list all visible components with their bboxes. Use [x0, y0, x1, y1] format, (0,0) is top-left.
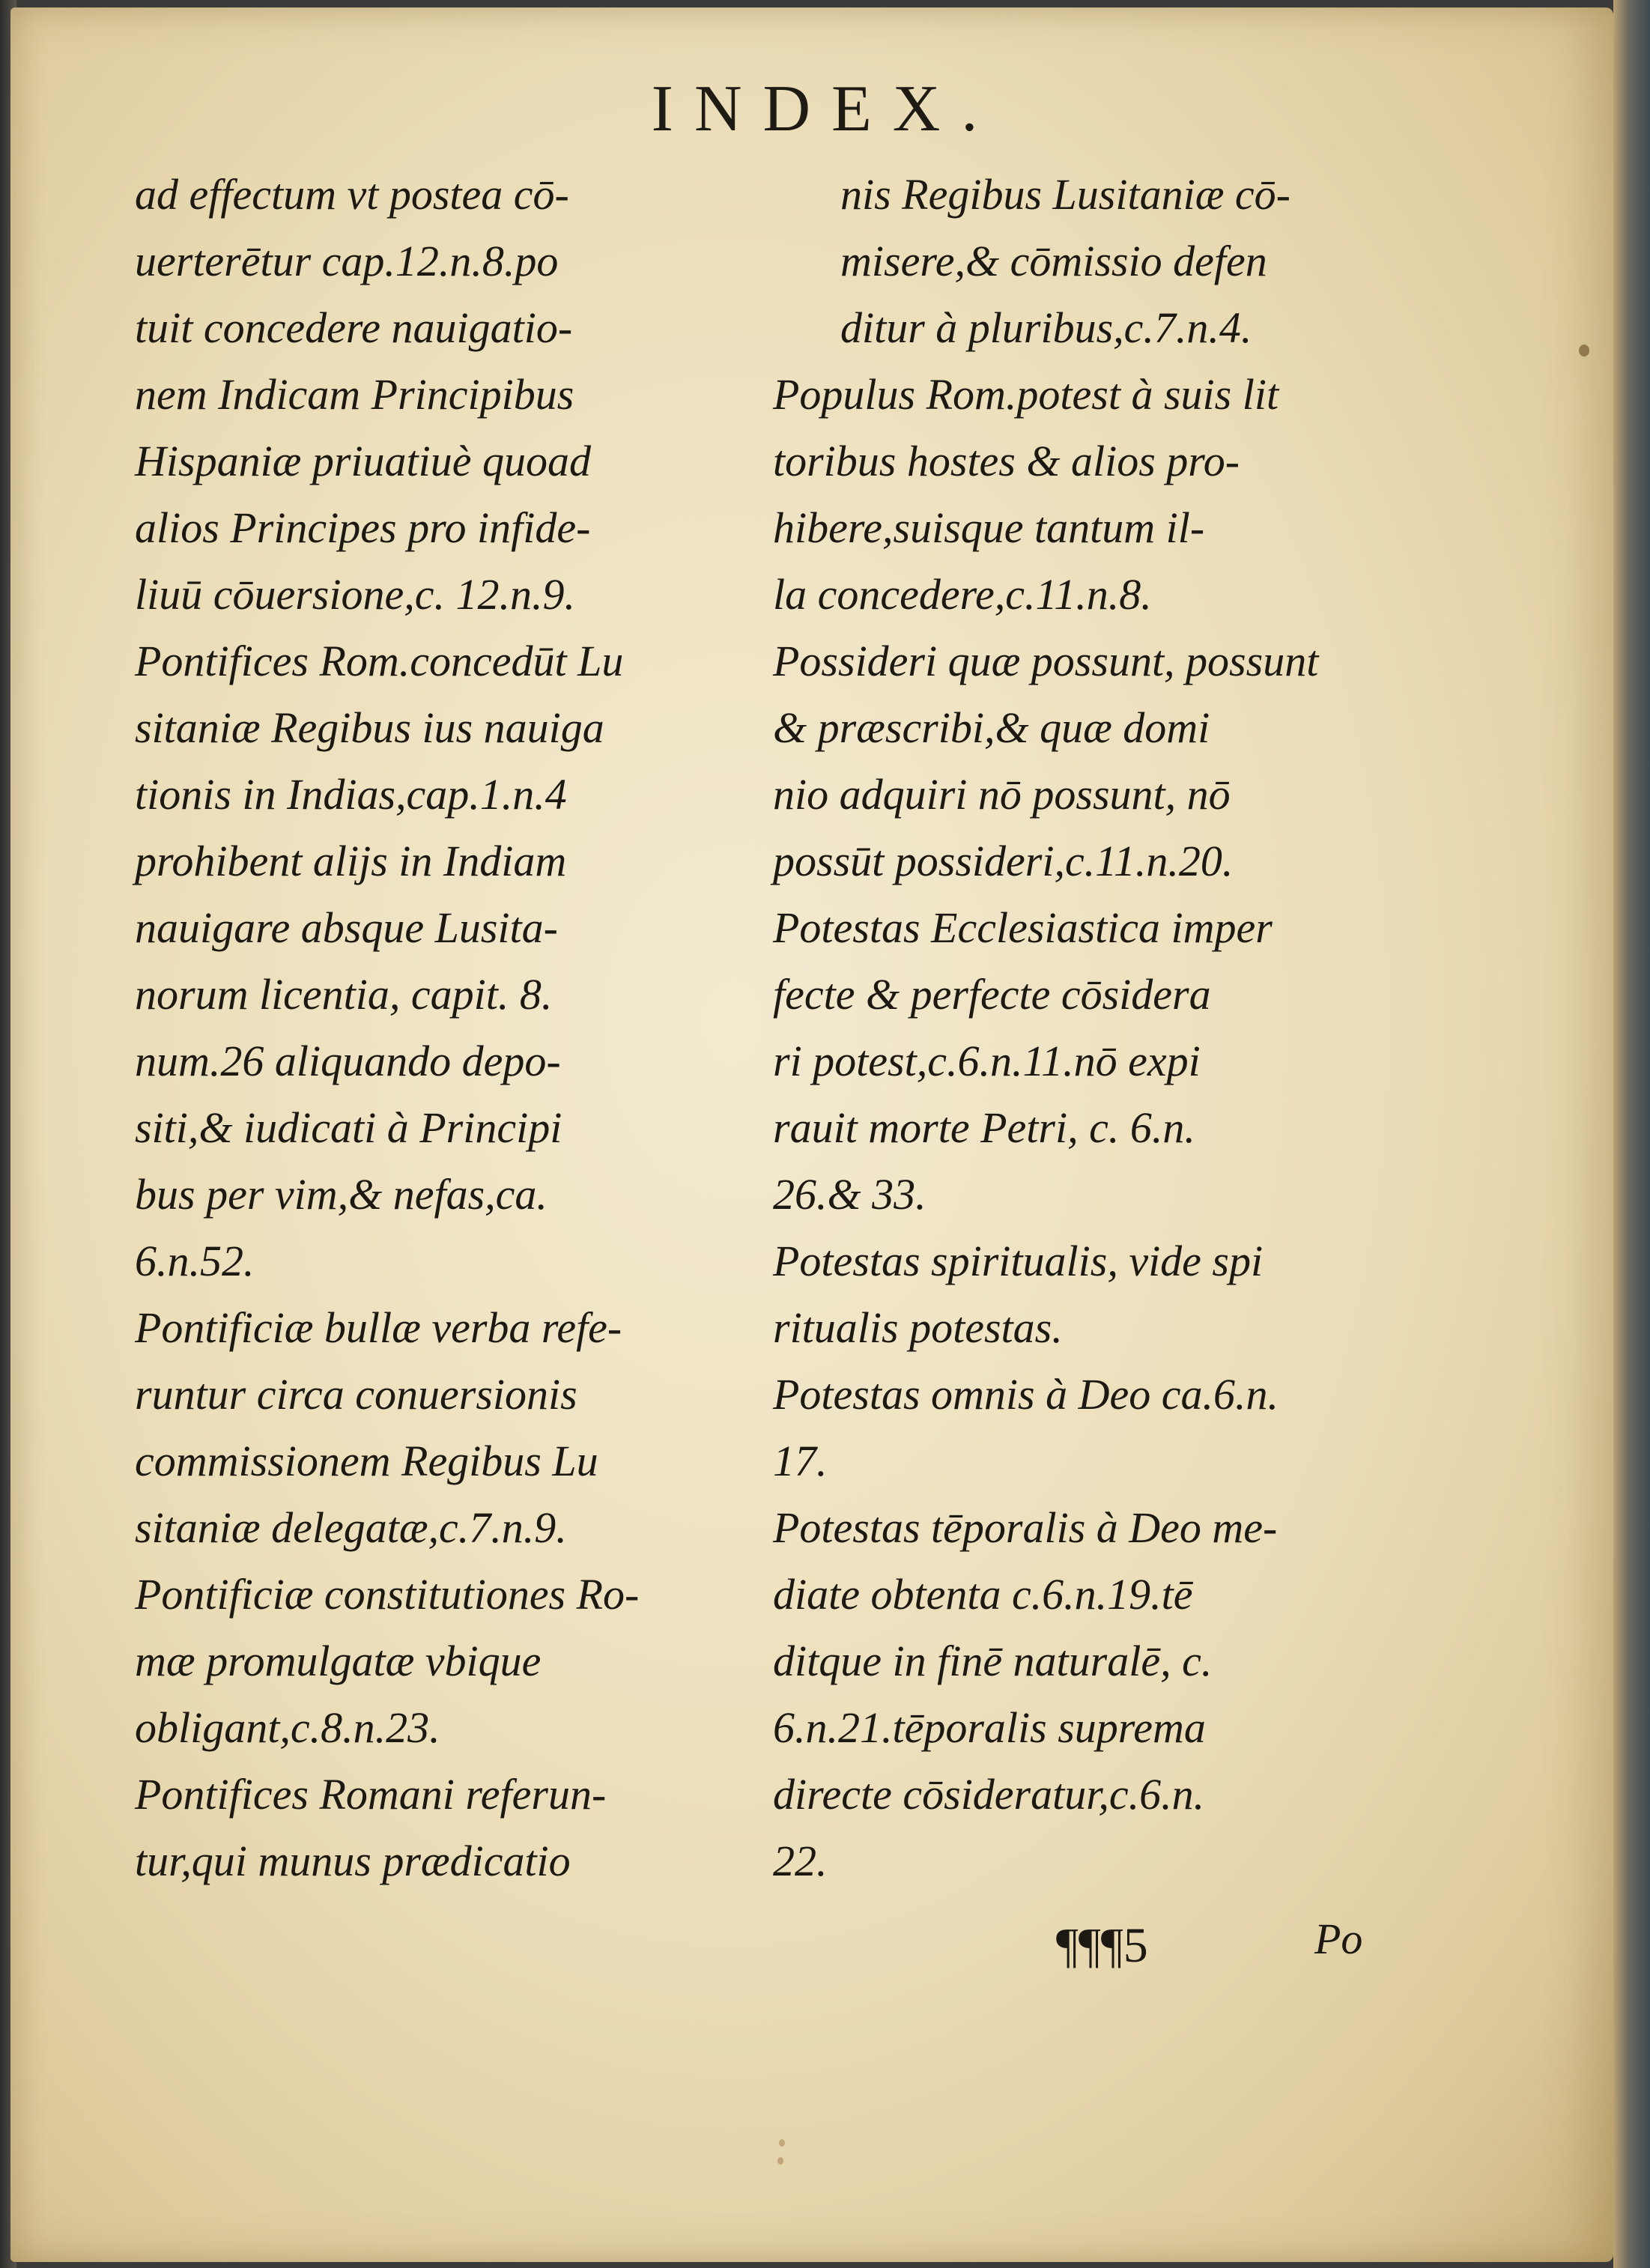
index-entry-line: siti,& iudicati à Principi — [135, 1103, 562, 1152]
index-entry-line: possūt possideri,c.11.n.20. — [773, 837, 1234, 885]
index-entry-line: uerterētur cap.12.n.8.po — [135, 237, 559, 285]
index-entry-line: misere,& cōmissio defen — [840, 237, 1267, 285]
index-entry-line: Pontifices Romani referun- — [135, 1770, 607, 1819]
right-column — [773, 161, 1372, 1894]
index-entry-line: num.26 aliquando depo- — [135, 1037, 561, 1085]
index-entry-line: prohibent alijs in Indiam — [135, 837, 567, 885]
index-entry-line: 22. — [773, 1837, 828, 1885]
catchword: Po — [1314, 1914, 1363, 1963]
index-entry-line: Pontifices Rom.concedūt Lu — [135, 637, 624, 685]
index-entry-line: nauigare absque Lusita- — [135, 903, 558, 952]
page-stain — [777, 2157, 783, 2165]
index-entry-line: tuit concedere nauigatio- — [135, 303, 573, 352]
index-entry-line: mæ promulgatæ vbique — [135, 1637, 542, 1685]
index-entry-line: 6.n.21.tēporalis suprema — [773, 1703, 1206, 1752]
page-title: INDEX. — [651, 73, 999, 145]
index-entry-line: 17. — [773, 1437, 828, 1485]
index-entry-line: rauit morte Petri, c. 6.n. — [773, 1103, 1195, 1152]
index-entry-line: nis Regibus Lusitaniæ cō- — [840, 170, 1290, 219]
signature-mark: ¶¶¶5 — [1056, 1918, 1148, 1973]
index-entry — [135, 161, 734, 628]
page-stain — [779, 2139, 785, 2147]
index-entry-line: Potestas omnis à Deo ca.6.n. — [773, 1370, 1279, 1419]
index-entry-line: directe cōsideratur,c.6.n. — [773, 1770, 1205, 1819]
page-edge — [1613, 0, 1650, 2268]
index-entry-line: Potestas tēporalis à Deo me- — [773, 1503, 1278, 1552]
page-stain — [1579, 345, 1589, 357]
index-entry-line: 6.n.52. — [135, 1237, 255, 1285]
index-entry-line: ditque in finē naturalē, c. — [773, 1637, 1213, 1685]
index-entry-line: toribus hostes & alios pro- — [773, 437, 1240, 485]
index-entry-line: la concedere,c.11.n.8. — [773, 570, 1152, 619]
index-entry-line: runtur circa conuersionis — [135, 1370, 577, 1419]
index-entry-line: hibere,suisque tantum il- — [773, 503, 1205, 552]
index-entry — [773, 1361, 1372, 1494]
index-entry — [773, 161, 1372, 361]
index-entry-line: commissionem Regibus Lu — [135, 1437, 598, 1485]
index-entry — [773, 1494, 1372, 1894]
index-entry-line: tur,qui munus prædicatio — [135, 1837, 571, 1885]
left-column — [135, 161, 734, 1894]
index-entry — [135, 1294, 734, 1561]
index-entry-line: ritualis potestas. — [773, 1303, 1063, 1352]
index-entry-line: norum licentia, capit. 8. — [135, 970, 553, 1019]
index-entry-line: sitaniæ Regibus ius nauiga — [135, 703, 604, 752]
index-entry — [135, 628, 734, 1294]
index-entry — [773, 894, 1372, 1228]
index-entry-line: alios Principes pro infide- — [135, 503, 591, 552]
index-entry-line: Possideri quæ possunt, possunt — [773, 637, 1319, 685]
index-entry — [773, 628, 1372, 894]
index-entry-line: Potestas Ecclesiastica imper — [773, 903, 1273, 952]
index-entry-line: diate obtenta c.6.n.19.tē — [773, 1570, 1193, 1619]
index-entry-line: obligant,c.8.n.23. — [135, 1703, 440, 1752]
index-entry-line: tionis in Indias,cap.1.n.4 — [135, 770, 567, 819]
index-entry-line: bus per vim,& nefas,ca. — [135, 1170, 548, 1219]
index-entry-line: liuū cōuersione,c. 12.n.9. — [135, 570, 575, 619]
index-entry-line: Potestas spiritualis, vide spi — [773, 1237, 1264, 1285]
index-entry-line: Pontificiæ bullæ verba refe- — [135, 1303, 622, 1352]
index-entry-line: sitaniæ delegatæ,c.7.n.9. — [135, 1503, 567, 1552]
index-entry-line: ri potest,c.6.n.11.nō expi — [773, 1037, 1201, 1085]
index-entry-line: Hispaniæ priuatiuè quoad — [135, 437, 592, 485]
index-entry-line: fecte & perfecte cōsidera — [773, 970, 1211, 1019]
index-entry-line: ad effectum vt postea cō- — [135, 170, 569, 219]
index-entry — [135, 1561, 734, 1761]
index-entry-line: ditur à pluribus,c.7.n.4. — [840, 303, 1252, 352]
index-entry-line: nio adquiri nō possunt, nō — [773, 770, 1231, 819]
index-entry — [773, 361, 1372, 628]
index-entry — [773, 1228, 1372, 1361]
index-entry-line: 26.& 33. — [773, 1170, 926, 1219]
index-entry-line: nem Indicam Principibus — [135, 370, 574, 419]
index-entry-line: Pontificiæ constitutiones Ro- — [135, 1570, 640, 1619]
index-entry — [135, 1761, 734, 1894]
index-entry-line: Populus Rom.potest à suis lit — [773, 370, 1279, 419]
index-entry-line: & præscribi,& quæ domi — [773, 703, 1210, 752]
